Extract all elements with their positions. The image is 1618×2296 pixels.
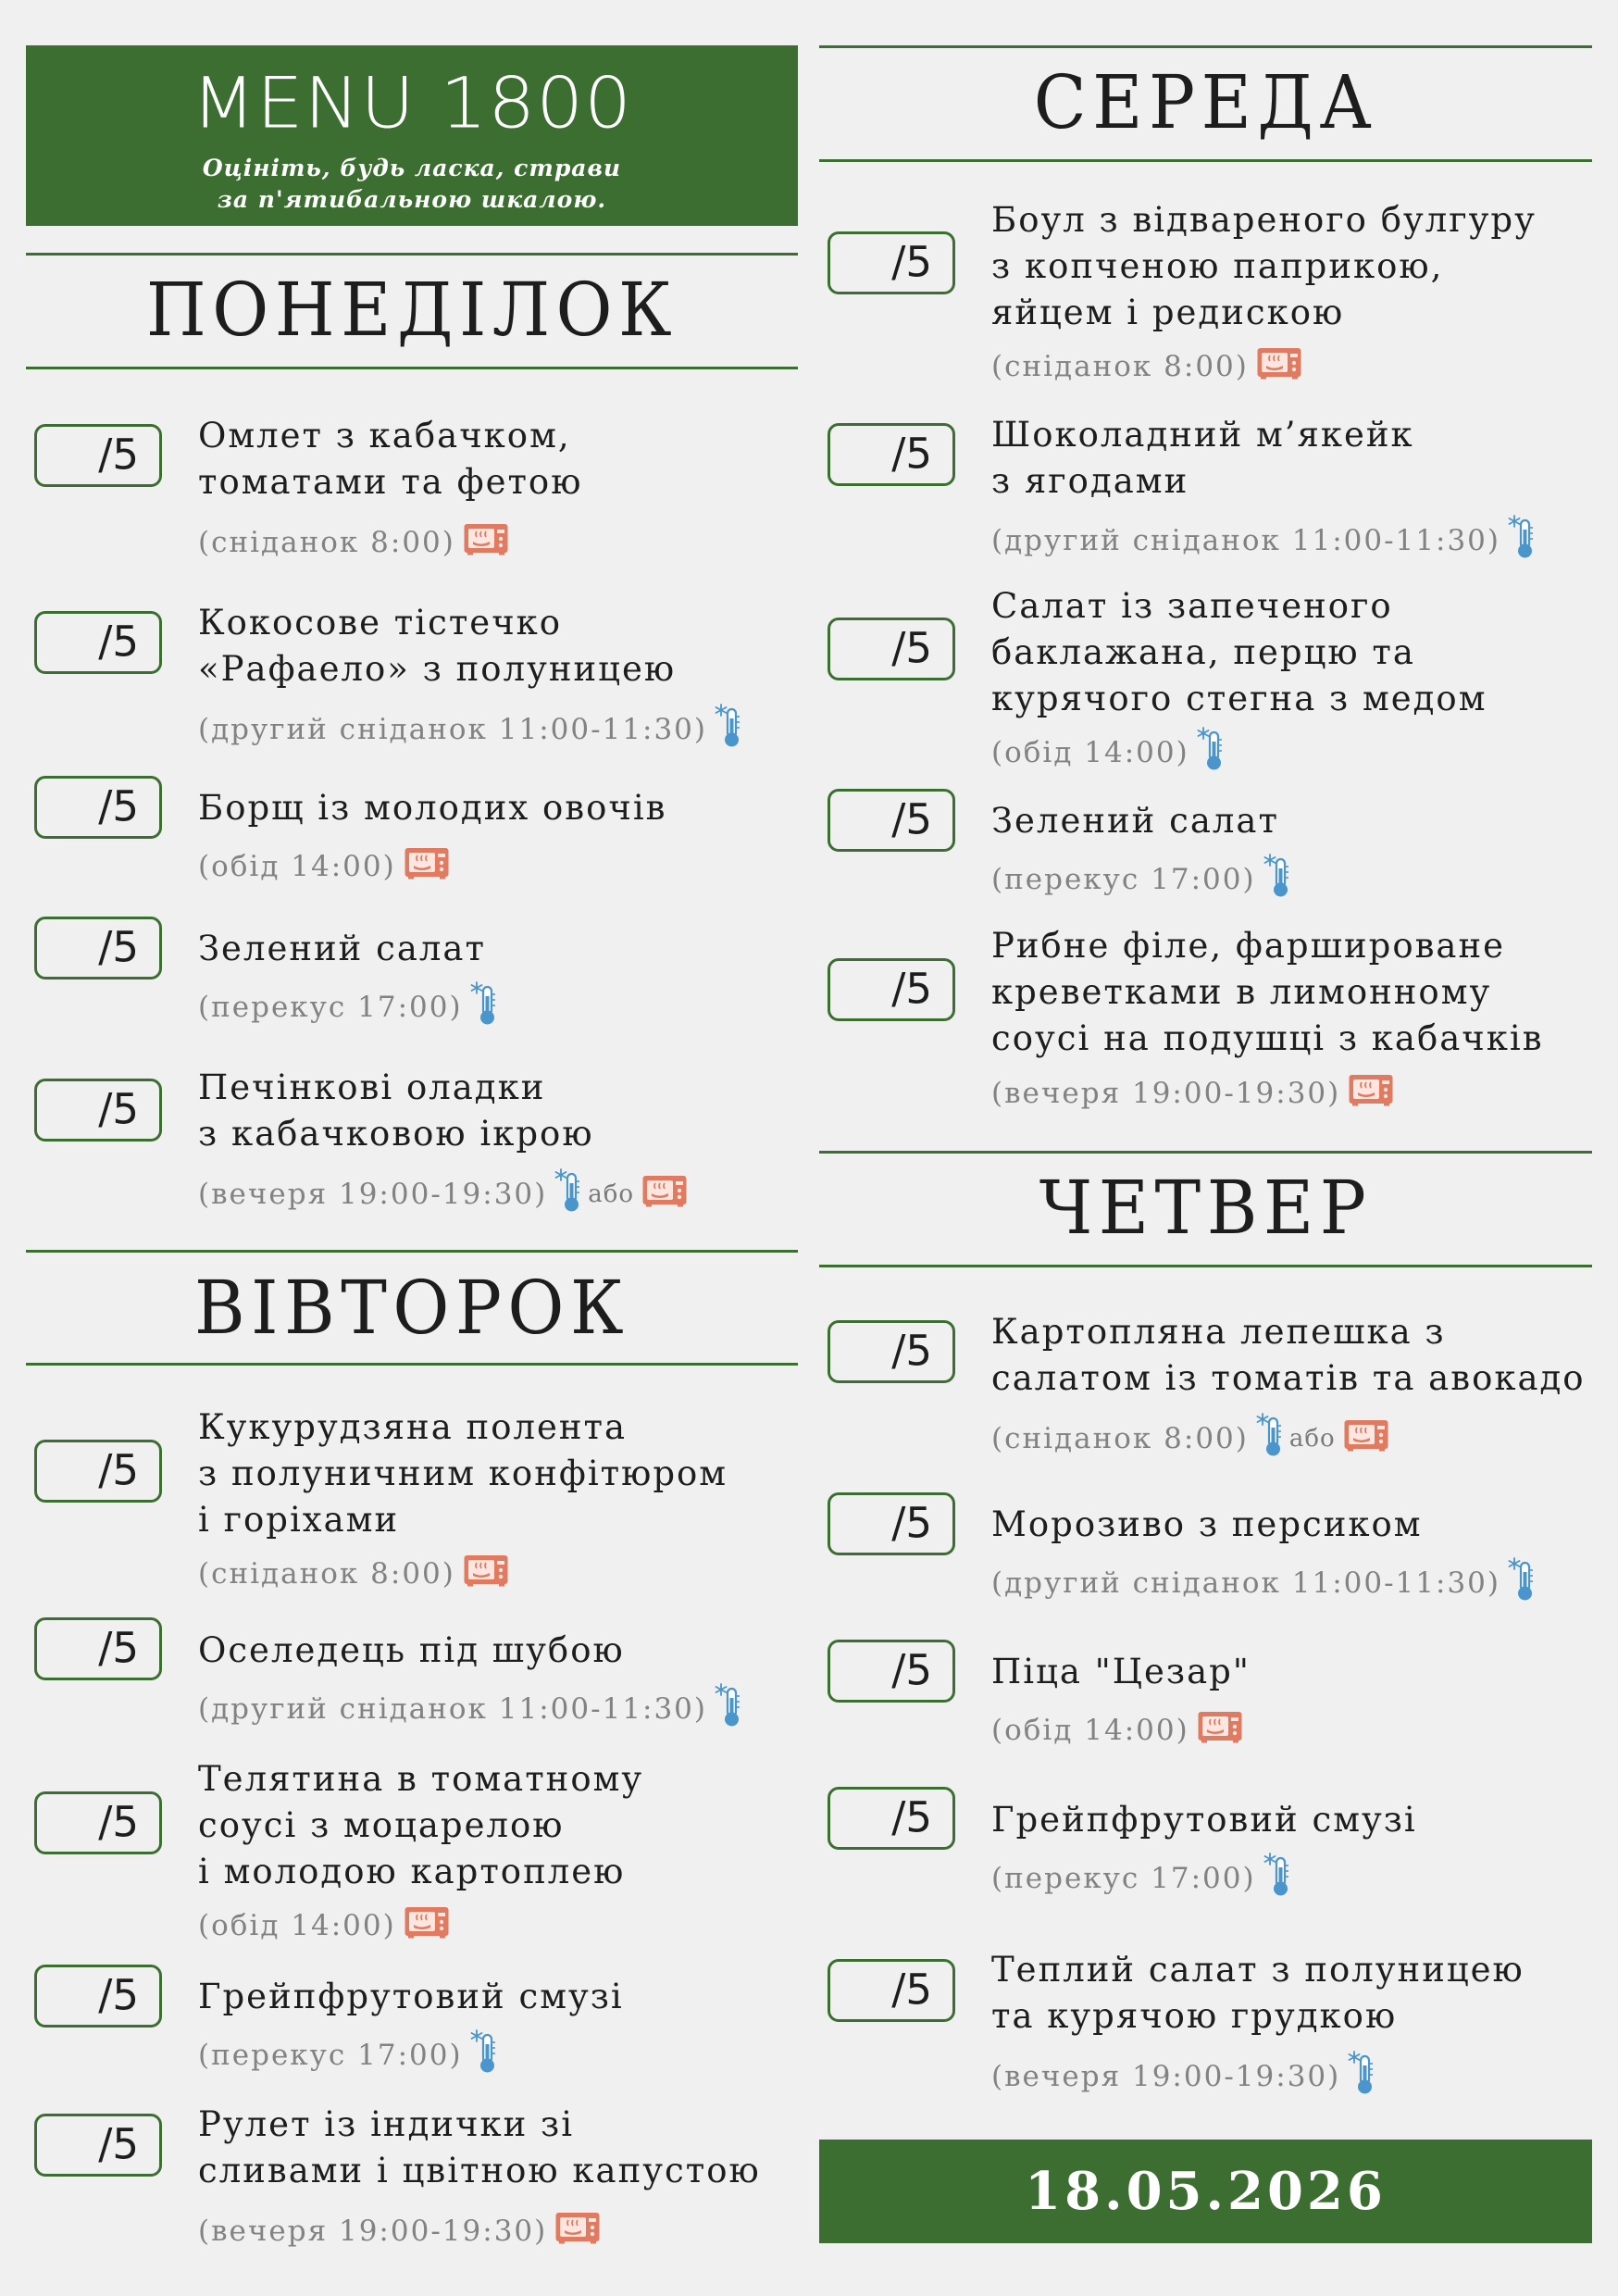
rating-box[interactable] bbox=[34, 1079, 162, 1142]
dish-name: Кокосове тістечко «Рафаело» з полуницею bbox=[198, 603, 677, 689]
microwave-icon bbox=[641, 1174, 688, 1215]
meal-time-row bbox=[991, 2054, 1375, 2099]
cold-icon bbox=[1263, 854, 1291, 905]
meal-time-row bbox=[198, 985, 498, 1029]
meal-time: (вечеря 19:00-19:30) bbox=[991, 2060, 1341, 2093]
rating-suffix: /5 bbox=[891, 237, 932, 287]
dish-name: Грейпфрутовий смузі bbox=[991, 1800, 1417, 1840]
divider bbox=[819, 1151, 1592, 1154]
rating-box[interactable] bbox=[828, 1959, 955, 2022]
rating-suffix: /5 bbox=[891, 794, 932, 844]
microwave-icon bbox=[1343, 1418, 1389, 1459]
rating-box[interactable] bbox=[828, 231, 955, 294]
cold-icon bbox=[1256, 1413, 1284, 1465]
menu-date: 18.05.2026 bbox=[819, 2140, 1592, 2243]
rating-suffix: /5 bbox=[891, 1792, 932, 1842]
rating-suffix: /5 bbox=[98, 781, 139, 831]
divider bbox=[26, 1363, 798, 1366]
dish-name: Борщ із молодих овочів bbox=[198, 788, 667, 828]
rating-suffix: /5 bbox=[98, 1797, 139, 1847]
dish-name: Кукурудзяна полента з полуничним конфітюром і горіхами bbox=[198, 1407, 728, 1540]
left-column bbox=[26, 0, 798, 2296]
rating-box[interactable] bbox=[34, 1440, 162, 1503]
cold-icon bbox=[470, 2029, 498, 2081]
meal-time-row bbox=[991, 518, 1536, 563]
meal-time: (перекус 17:00) bbox=[198, 991, 463, 1024]
rating-box[interactable] bbox=[34, 1791, 162, 1854]
rating-suffix: /5 bbox=[891, 1326, 932, 1376]
meal-time-row bbox=[991, 1416, 1389, 1461]
menu-header bbox=[26, 45, 798, 226]
meal-time-row bbox=[198, 2033, 498, 2078]
meal-time-row bbox=[198, 1172, 688, 1217]
cold-icon bbox=[1197, 727, 1225, 779]
rating-suffix: /5 bbox=[891, 964, 932, 1014]
dish-name: Печінкові оладки з кабачковою ікрою bbox=[198, 1067, 594, 1154]
rating-suffix: /5 bbox=[891, 1498, 932, 1548]
meal-time: (перекус 17:00) bbox=[991, 1862, 1256, 1895]
meal-time: (другий сніданок 11:00-11:30) bbox=[991, 1566, 1500, 1600]
rating-box[interactable] bbox=[828, 423, 955, 486]
meal-time: (обід 14:00) bbox=[198, 1909, 396, 1942]
meal-time-row bbox=[991, 344, 1302, 389]
menu-subtitle-line-1: Оцініть, будь ласка, страви bbox=[202, 155, 622, 181]
dish-name: Зелений салат bbox=[991, 801, 1279, 841]
meal-time-row bbox=[198, 1552, 509, 1596]
meal-time: (сніданок 8:00) bbox=[198, 526, 455, 559]
rating-suffix: /5 bbox=[891, 1645, 932, 1695]
divider bbox=[819, 159, 1592, 162]
meal-time-row bbox=[198, 707, 742, 752]
meal-time-row bbox=[198, 1903, 450, 1948]
rating-suffix: /5 bbox=[98, 617, 139, 667]
meal-time: (сніданок 8:00) bbox=[991, 1422, 1249, 1455]
dish-name: Теплий салат з полуницею та курячою грудкою bbox=[991, 1950, 1525, 2036]
dish-name: Піца "Цезар" bbox=[991, 1652, 1251, 1691]
meal-time-row bbox=[198, 844, 450, 889]
meal-time: (вечеря 19:00-19:30) bbox=[991, 1077, 1341, 1110]
meal-time: (обід 14:00) bbox=[991, 736, 1189, 769]
rating-box[interactable] bbox=[34, 424, 162, 487]
dish-name: Грейпфрутовий смузі bbox=[198, 1977, 624, 2016]
microwave-icon bbox=[463, 1554, 509, 1594]
meal-time: (перекус 17:00) bbox=[198, 2039, 463, 2072]
day-heading: ВІВТОРОК bbox=[193, 1265, 630, 1351]
right-column bbox=[819, 0, 1592, 2296]
rating-box[interactable] bbox=[828, 1320, 955, 1383]
dish-name: Картопляна лепешка з салатом із томатів та авокадо bbox=[991, 1312, 1586, 1398]
rating-suffix: /5 bbox=[98, 1970, 139, 2020]
rating-box[interactable] bbox=[34, 1617, 162, 1680]
dish-name: Омлет з кабачком, томатами та фетою bbox=[198, 416, 583, 502]
dish-name: Рибне філе, фаршироване креветками в лимонному соусі на подушці з кабачків bbox=[991, 926, 1544, 1058]
divider bbox=[819, 45, 1592, 48]
meal-time: (сніданок 8:00) bbox=[991, 350, 1249, 383]
meal-time-row bbox=[198, 520, 509, 565]
cold-icon bbox=[715, 704, 742, 755]
divider bbox=[26, 367, 798, 369]
rating-suffix: /5 bbox=[98, 1445, 139, 1495]
dish-name: Салат із запеченого баклажана, перцю та курячого стегна з медом bbox=[991, 586, 1487, 718]
cold-icon bbox=[715, 1683, 742, 1735]
dish-name: Рулет із індички зі сливами і цвітною капустою bbox=[198, 2104, 761, 2190]
rating-box[interactable] bbox=[34, 776, 162, 839]
rating-box[interactable] bbox=[828, 1787, 955, 1850]
dish-name: Оселедець під шубою bbox=[198, 1630, 625, 1670]
microwave-icon bbox=[1348, 1073, 1394, 1114]
meal-time: (другий сніданок 11:00-11:30) bbox=[991, 524, 1500, 557]
or-label: або bbox=[1288, 1425, 1336, 1453]
microwave-icon bbox=[463, 522, 509, 563]
rating-suffix: /5 bbox=[98, 1084, 139, 1134]
meal-time-row bbox=[991, 1071, 1394, 1116]
meal-time: (другий сніданок 11:00-11:30) bbox=[198, 1692, 707, 1726]
microwave-icon bbox=[1197, 1710, 1243, 1751]
divider bbox=[26, 253, 798, 256]
rating-box[interactable] bbox=[34, 2114, 162, 2177]
meal-time-row bbox=[198, 2209, 601, 2253]
rating-box[interactable] bbox=[828, 958, 955, 1021]
cold-icon bbox=[554, 1168, 582, 1220]
microwave-icon bbox=[554, 2211, 601, 2252]
meal-time-row bbox=[991, 857, 1291, 902]
rating-suffix: /5 bbox=[891, 1965, 932, 2015]
rating-box[interactable] bbox=[34, 1965, 162, 2028]
rating-box[interactable] bbox=[828, 789, 955, 852]
menu-title: MENU 1800 bbox=[192, 62, 632, 144]
rating-suffix: /5 bbox=[891, 429, 932, 479]
rating-suffix: /5 bbox=[98, 922, 139, 972]
meal-time-row bbox=[198, 1687, 742, 1731]
meal-time: (вечеря 19:00-19:30) bbox=[198, 1178, 548, 1211]
meal-time: (обід 14:00) bbox=[991, 1714, 1189, 1747]
dish-name: Морозиво з персиком bbox=[991, 1504, 1423, 1544]
dish-name: Телятина в томатному соусі з моцарелою і молодою картоплею bbox=[198, 1759, 644, 1891]
divider bbox=[26, 1250, 798, 1253]
cold-icon bbox=[1508, 1557, 1536, 1609]
divider bbox=[819, 1265, 1592, 1267]
rating-box[interactable] bbox=[828, 618, 955, 680]
rating-box[interactable] bbox=[828, 1492, 955, 1555]
dish-name: Шоколадний м’якейк з ягодами bbox=[991, 415, 1414, 501]
cold-icon bbox=[1508, 515, 1536, 567]
meal-time: (сніданок 8:00) bbox=[198, 1557, 455, 1591]
meal-time: (обід 14:00) bbox=[198, 850, 396, 883]
day-heading: СЕРЕДА bbox=[1033, 59, 1378, 145]
microwave-icon bbox=[1256, 346, 1302, 387]
dish-name: Боул з відвареного булгуру з копченою паприкою, яйцем і редискою bbox=[991, 200, 1537, 332]
microwave-icon bbox=[404, 846, 450, 887]
meal-time-row bbox=[991, 1708, 1243, 1753]
rating-box[interactable] bbox=[34, 611, 162, 674]
meal-time: (вечеря 19:00-19:30) bbox=[198, 2215, 548, 2248]
rating-suffix: /5 bbox=[98, 2119, 139, 2169]
menu-subtitle bbox=[26, 153, 798, 216]
dish-name: Зелений салат bbox=[198, 929, 486, 968]
meal-time-row bbox=[991, 1561, 1536, 1605]
meal-time-row bbox=[991, 730, 1225, 775]
rating-box[interactable] bbox=[828, 1640, 955, 1703]
rating-box[interactable] bbox=[34, 917, 162, 980]
cold-icon bbox=[470, 981, 498, 1033]
cold-icon bbox=[1348, 2051, 1375, 2103]
menu-subtitle-line-2: за п'ятибальною шкалою. bbox=[217, 186, 607, 213]
cold-icon bbox=[1263, 1853, 1291, 1904]
rating-suffix: /5 bbox=[98, 1623, 139, 1673]
meal-time: (другий сніданок 11:00-11:30) bbox=[198, 713, 707, 746]
meal-time: (перекус 17:00) bbox=[991, 863, 1256, 896]
rating-suffix: /5 bbox=[98, 430, 139, 480]
day-heading: ПОНЕДІЛОК bbox=[145, 267, 678, 353]
rating-suffix: /5 bbox=[891, 623, 932, 673]
day-heading: ЧЕТВЕР bbox=[1039, 1165, 1373, 1251]
meal-time-row bbox=[991, 1856, 1291, 1901]
microwave-icon bbox=[404, 1905, 450, 1946]
or-label: або bbox=[588, 1180, 635, 1208]
